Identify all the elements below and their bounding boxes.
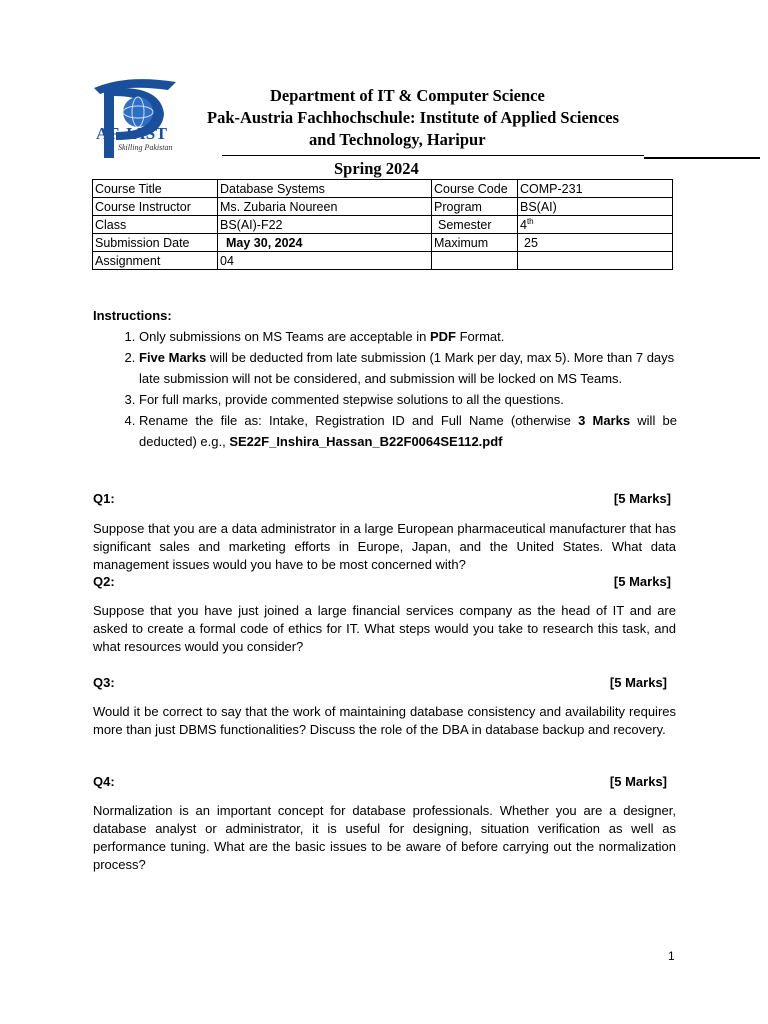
question-header — [93, 491, 671, 506]
list-item — [139, 347, 677, 389]
list-item — [139, 389, 677, 410]
table-row — [93, 252, 673, 270]
table-row — [93, 198, 673, 216]
instruction-text: Format. — [455, 329, 505, 344]
instruction-bold: PDF — [429, 329, 456, 344]
question-marks: [5 Marks] — [613, 574, 671, 589]
question-text: Suppose that you have just joined a large financial services company as the head of IT and are asked to create a formal code of ethics for IT. What steps would you take to research this task, and what resources would you consider? — [93, 603, 676, 654]
question-label: Q1: — [93, 491, 115, 506]
question-marks: [5 Marks] — [609, 774, 667, 789]
table-cell-label: Maximum — [432, 234, 518, 252]
question-header — [93, 675, 667, 690]
list-item — [139, 410, 677, 452]
question-header — [93, 574, 671, 589]
table-cell-label: Course Title — [93, 180, 218, 198]
instruction-bold: Five Marks — [139, 350, 207, 365]
table-row — [93, 180, 673, 198]
table-cell-value: COMP-231 — [518, 180, 673, 198]
table-row — [93, 216, 673, 234]
department-title: Department of IT & Computer Science — [270, 86, 545, 105]
list-item — [139, 326, 677, 347]
instruction-text: For full marks, provide commented stepwise solutions to all the questions. — [139, 392, 564, 407]
logo-wordmark: AF-IAST — [96, 124, 168, 143]
table-cell-label: Class — [93, 216, 218, 234]
table-cell-value: Ms. Zubaria Noureen — [218, 198, 432, 216]
header-divider-right — [644, 157, 760, 159]
page-number: 1 — [668, 949, 675, 963]
question-label: Q2: — [93, 574, 115, 589]
table-cell-value: 04 — [218, 252, 432, 270]
instruction-text: will be deducted) e.g., — [139, 413, 677, 449]
table-cell-value: May 30, 2024 — [218, 234, 432, 252]
table-cell-value: 4th — [518, 216, 673, 234]
question-marks: [5 Marks] — [613, 491, 671, 506]
header-divider — [222, 155, 644, 156]
table-cell-label — [432, 252, 518, 270]
table-cell-value: Database Systems — [218, 180, 432, 198]
filename-example: SE22F_Inshira_Hassan_B22F0064SE112.pdf — [229, 434, 503, 449]
instruction-text: Only submissions on MS Teams are acceptable in — [139, 329, 430, 344]
instructions-title: Instructions: — [93, 308, 172, 323]
institute-title-line1: Pak-Austria Fachhochschule: Institute of Applied Sciences — [207, 108, 620, 127]
question-label: Q3: — [93, 675, 115, 690]
question-label: Q4: — [93, 774, 115, 789]
question-text: Suppose that you are a data administrator in a large European pharmaceutical manufacturer that has significant sales and marketing efforts in Europe, Japan, and the United States. What data management issues would you have to be most concerned with? — [93, 521, 676, 572]
table-cell-label: Course Code — [432, 180, 518, 198]
table-cell-label: Course Instructor — [93, 198, 218, 216]
table-cell-label: Program — [432, 198, 518, 216]
table-cell-label: Submission Date — [93, 234, 218, 252]
table-cell-value: BS(AI)-F22 — [218, 216, 432, 234]
institute-title-line2: and Technology, Haripur — [309, 130, 486, 149]
course-info-table — [92, 179, 673, 270]
question-marks: [5 Marks] — [609, 675, 667, 690]
table-cell-label: Semester — [432, 216, 518, 234]
logo-tagline: Skilling Pakistan — [118, 143, 173, 152]
question-text: Would it be correct to say that the work of maintaining database consistency and availability requires more than just DBMS functionalities? Discuss the role of the DBA in database backup and recovery. — [93, 704, 676, 737]
instructions-list — [93, 326, 677, 452]
table-row — [93, 234, 673, 252]
term-title: Spring 2024 — [334, 159, 419, 178]
instruction-text: Rename the file as: Intake, Registration ID and Full Name (otherwise — [139, 413, 579, 428]
table-cell-value: BS(AI) — [518, 198, 673, 216]
table-cell-value — [518, 252, 673, 270]
table-cell-label: Assignment — [93, 252, 218, 270]
question-header — [93, 774, 667, 789]
document-header — [0, 0, 768, 200]
instructions-section — [93, 305, 677, 452]
table-cell-value: 25 — [518, 234, 673, 252]
instruction-text: will be deducted from late submission (1 Mark per day, max 5). More than 7 days late submission will not be considered, and submission will be locked on MS Teams. — [139, 350, 675, 386]
instruction-bold: 3 Marks — [578, 413, 631, 428]
question-text: Normalization is an important concept for database professionals. Whether you are a designer, database analyst or administrator, it is useful for designing, situation verification as well as performance tuning. What are the basic issues to be aware of before carrying out the normalization process? — [93, 803, 676, 872]
